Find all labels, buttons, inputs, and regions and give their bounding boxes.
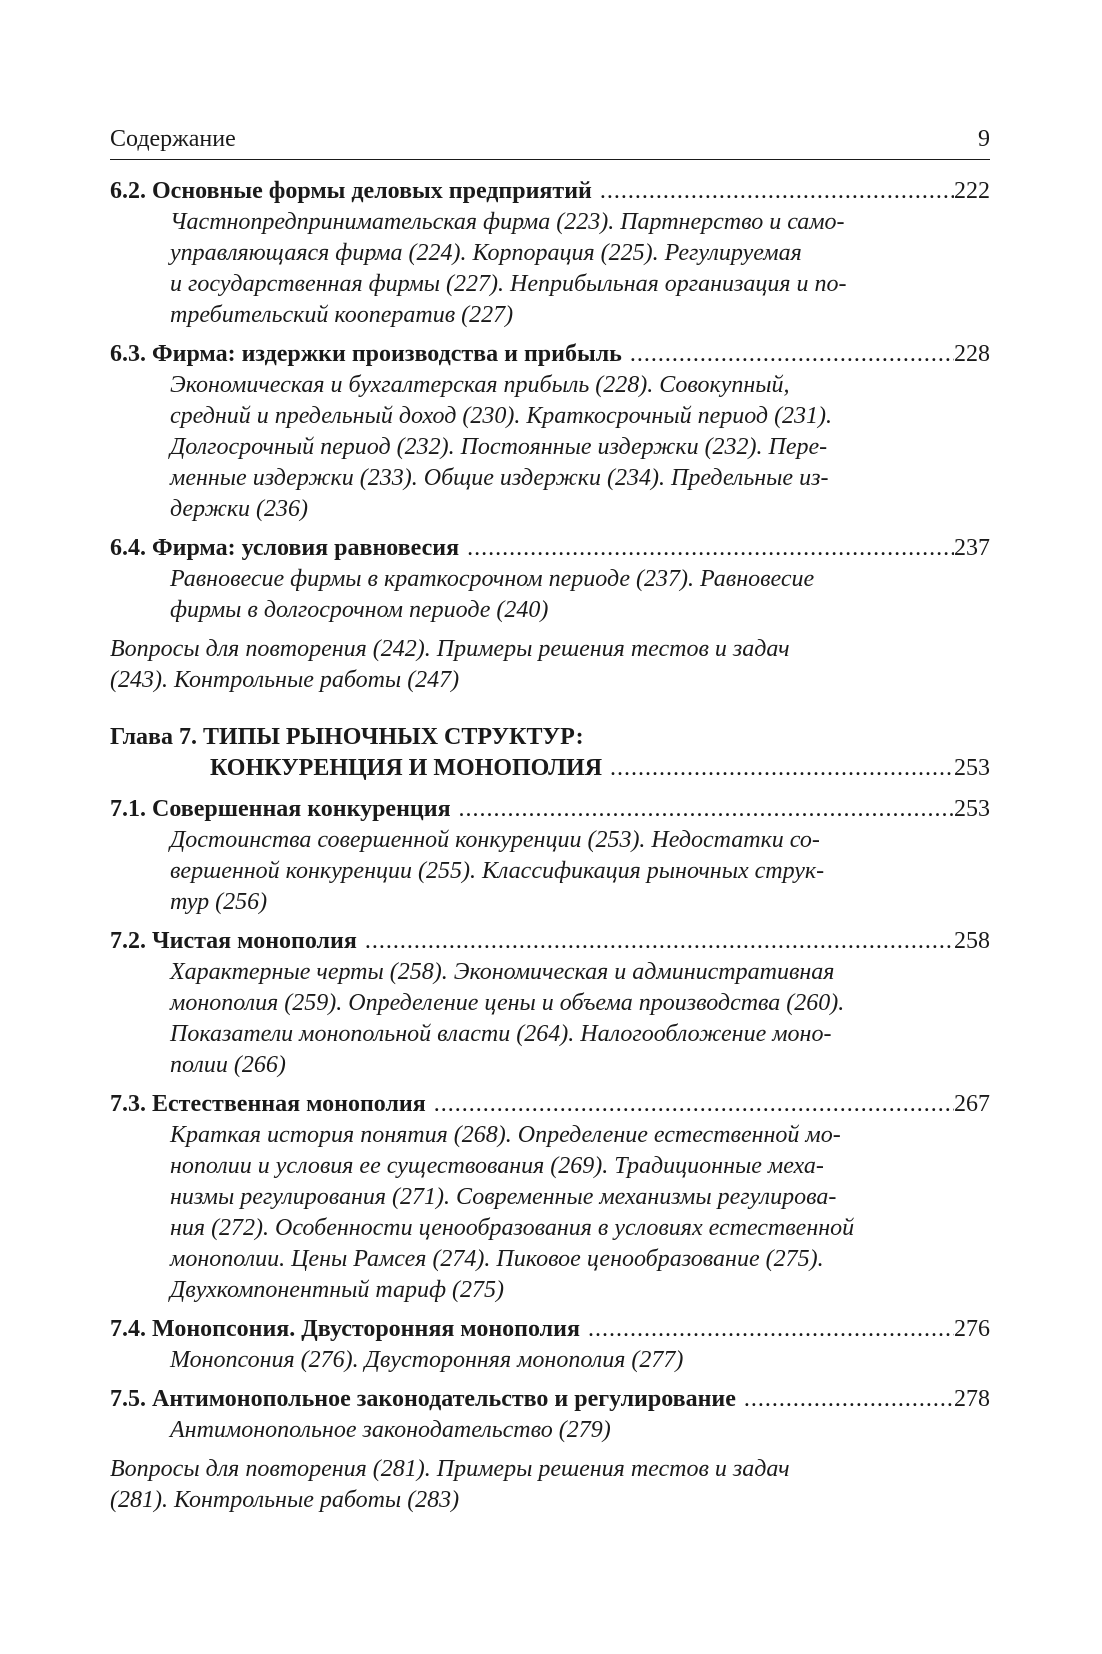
subtopic-line: низмы регулирования (271). Современные механизмы регулирова- [170,1184,837,1210]
subtopic-line: Антимонопольное законодательство (279) [170,1417,611,1443]
toc-entry-heading [110,926,990,957]
chapter-title-line2 [110,753,990,784]
toc-entry-title: 6.3. Фирма: издержки производства и прибыль [110,341,622,367]
running-header [110,125,990,160]
toc-entry [110,176,990,331]
leader-dots [459,794,954,825]
toc-entry-title: 6.4. Фирма: условия равновесия [110,535,460,561]
toc-entry-page: 267 [954,1091,990,1117]
subtopic-line: Достоинства совершенной конкуренции (253). Недостатки со- [170,827,820,853]
toc-entry [110,926,990,1081]
leader-dots [434,1089,954,1120]
subtopic-line: и государственная фирмы (227). Неприбыльная организация и по- [170,271,847,297]
leader-dots [467,533,954,564]
toc-entry-subtopics [170,1345,926,1376]
subtopic-line: полии (266) [170,1052,286,1078]
toc-entry [110,1089,990,1306]
toc-entry-page: 222 [954,178,990,204]
toc-entry-page: 278 [954,1386,990,1412]
subtopic-line: ния (272). Особенности ценообразования в условиях естественной [170,1215,855,1241]
toc-entry [110,533,990,626]
review-line: (281). Контрольные работы (283) [110,1487,460,1513]
table-of-contents [110,176,990,1516]
toc-entry-subtopics [170,1415,926,1446]
chapter-page-number: 253 [954,755,990,781]
toc-entry-title: 7.4. Монопсония. Двусторонняя монополия [110,1316,580,1342]
toc-entry-subtopics [170,1120,926,1306]
toc-entry [110,339,990,525]
review-line: Вопросы для повторения (242). Примеры решения тестов и задач [110,636,790,662]
subtopic-line: фирмы в долгосрочном периоде (240) [170,597,549,623]
toc-entry-subtopics [170,370,926,525]
subtopic-line: управляющаяся фирма (224). Корпорация (225). Регулируемая [170,240,802,266]
toc-entry-page: 258 [954,928,990,954]
review-questions-chapter-6 [110,634,910,696]
leader-dots [365,926,954,957]
toc-entry-title: 7.2. Чистая монополия [110,928,357,954]
subtopic-line: Равновесие фирмы в краткосрочном периоде (237). Равновесие [170,566,815,592]
toc-entry-heading [110,1314,990,1345]
header-title: Содержание [110,126,236,152]
subtopic-line: Двухкомпонентный тариф (275) [170,1277,504,1303]
toc-entry-subtopics [170,207,926,331]
toc-entry-page: 276 [954,1316,990,1342]
toc-entry-page: 253 [954,796,990,822]
subtopic-line: Частнопредпринимательская фирма (223). Партнерство и само- [170,209,845,235]
toc-entry-title: 7.3. Естественная монополия [110,1091,426,1117]
subtopic-line: Краткая история понятия (268). Определение естественной мо- [170,1122,841,1148]
toc-entry-subtopics [170,825,926,918]
chapter-heading [110,722,990,784]
toc-group-chapter-7 [110,794,990,1446]
subtopic-line: Экономическая и бухгалтерская прибыль (228). Совокупный, [170,372,790,398]
toc-entry-heading [110,1384,990,1415]
subtopic-line: держки (236) [170,496,309,522]
review-questions-chapter-7 [110,1454,910,1516]
toc-entry-subtopics [170,957,926,1081]
toc-entry-heading [110,176,990,207]
subtopic-line: монополия (259). Определение цены и объема производства (260). [170,990,845,1016]
review-line: Вопросы для повторения (281). Примеры решения тестов и задач [110,1456,790,1482]
page [110,125,990,1516]
leader-dots [600,176,954,207]
subtopic-line: вершенной конкуренции (255). Классификация рыночных струк- [170,858,825,884]
subtopic-line: менные издержки (233). Общие издержки (234). Предельные из- [170,465,829,491]
toc-entry-title: 7.1. Совершенная конкуренция [110,796,451,822]
toc-entry [110,1314,990,1376]
subtopic-line: нополии и условия ее существования (269). Традиционные меха- [170,1153,824,1179]
leader-dots [630,339,954,370]
toc-entry-heading [110,533,990,564]
leader-dots [744,1384,954,1415]
leader-dots [588,1314,954,1345]
toc-entry [110,794,990,918]
toc-group-chapter-6 [110,176,990,626]
toc-entry-heading [110,1089,990,1120]
subtopic-line: тур (256) [170,889,268,915]
toc-entry [110,1384,990,1446]
subtopic-line: Монопсония (276). Двусторонняя монополия (277) [170,1347,684,1373]
toc-entry-heading [110,794,990,825]
chapter-title-line1: Глава 7. ТИПЫ РЫНОЧНЫХ СТРУКТУР: [110,724,584,750]
subtopic-line: Показатели монопольной власти (264). Налогообложение моно- [170,1021,832,1047]
toc-entry-page: 237 [954,535,990,561]
header-page-number: 9 [978,126,990,152]
subtopic-line: Характерные черты (258). Экономическая и административная [170,959,835,985]
toc-entry-page: 228 [954,341,990,367]
subtopic-line: требительский кооператив (227) [170,302,514,328]
review-line: (243). Контрольные работы (247) [110,667,460,693]
toc-entry-title: 7.5. Антимонопольное законодательство и регулирование [110,1386,736,1412]
chapter-title-text: КОНКУРЕНЦИЯ И МОНОПОЛИЯ [210,755,603,781]
toc-entry-subtopics [170,564,926,626]
subtopic-line: Долгосрочный период (232). Постоянные издержки (232). Пере- [170,434,828,460]
toc-entry-heading [110,339,990,370]
leader-dots [610,753,954,784]
subtopic-line: средний и предельный доход (230). Краткосрочный период (231). [170,403,833,429]
subtopic-line: монополии. Цены Рамсея (274). Пиковое ценообразование (275). [170,1246,824,1272]
toc-entry-title: 6.2. Основные формы деловых предприятий [110,178,592,204]
